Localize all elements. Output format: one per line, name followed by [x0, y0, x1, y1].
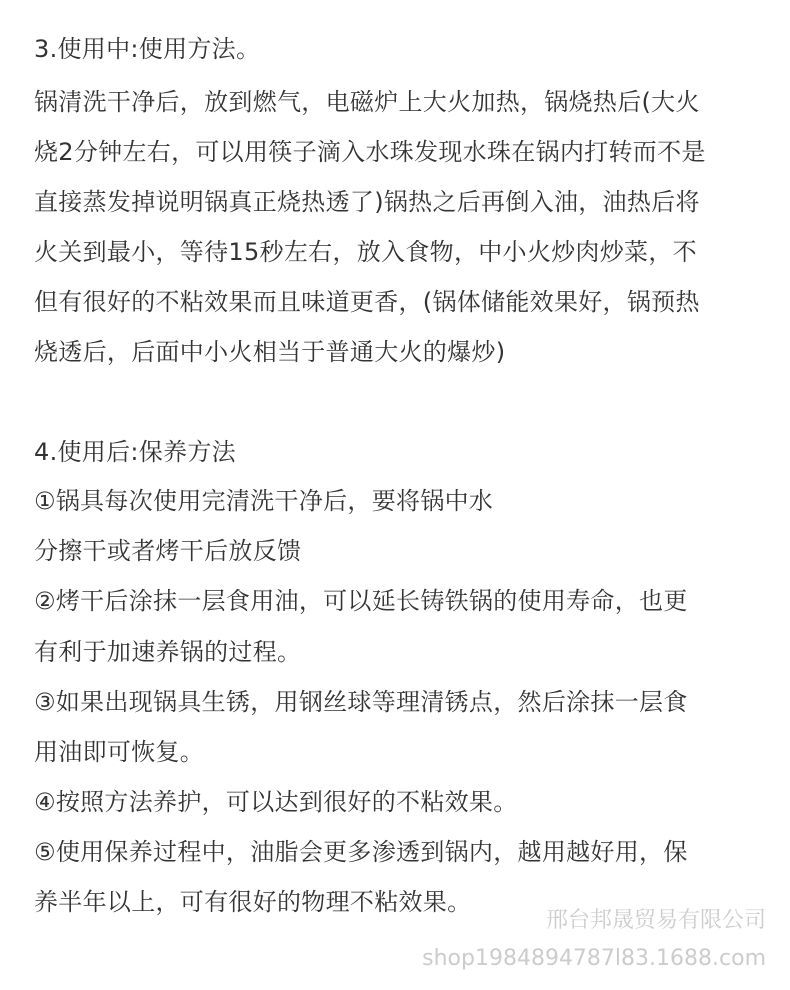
section-4-line: ④按照方法养护，可以达到很好的不粘效果。 — [34, 788, 518, 816]
watermark-url: shop1984894787l83.1688.com — [422, 946, 766, 971]
section-4-line: ⑤使用保养过程中，油脂会更多渗透到锅内，越用越好用，保 — [34, 838, 688, 866]
section-3-line: 烧透后，后面中小火相当于普通大火的爆炒) — [34, 338, 506, 366]
section-3-line: 烧2分钟左右，可以用筷子滴入水珠发现水珠在锅内打转而不是 — [34, 138, 706, 166]
section-4-heading: 4.使用后:保养方法 — [34, 438, 236, 466]
section-3-line: 火关到最小，等待15秒左右，放入食物，中小火炒肉炒菜，不 — [34, 238, 697, 266]
section-4-line: ①锅具每次使用完清洗干净后，要将锅中水 — [34, 487, 494, 515]
section-4-line: ②烤干后涂抹一层食用油，可以延长铸铁锅的使用寿命，也更 — [34, 587, 688, 615]
section-3-line: 直接蒸发掉说明锅真正烧热透了)锅热之后再倒入油，油热后将 — [34, 188, 700, 216]
section-3-line: 但有很好的不粘效果而且味道更香，(锅体储能效果好，锅预热 — [34, 288, 700, 316]
watermark-company: 邢台邦晟贸易有限公司 — [545, 908, 766, 933]
section-4-line: ③如果出现锅具生锈，用钢丝球等理清锈点，然后涂抹一层食 — [34, 688, 688, 716]
section-4-line: 分擦干或者烤干后放反馈 — [34, 537, 302, 565]
section-4-line: 有利于加速养锅的过程。 — [34, 638, 302, 666]
section-3-line: 锅清洗干净后，放到燃气，电磁炉上大火加热，锅烧热后(大火 — [34, 88, 700, 116]
section-4-line: 养半年以上，可有很好的物理不粘效果。 — [34, 888, 472, 916]
section-3-heading: 3.使用中:使用方法。 — [34, 35, 261, 63]
section-4-line: 用油即可恢复。 — [34, 738, 205, 766]
